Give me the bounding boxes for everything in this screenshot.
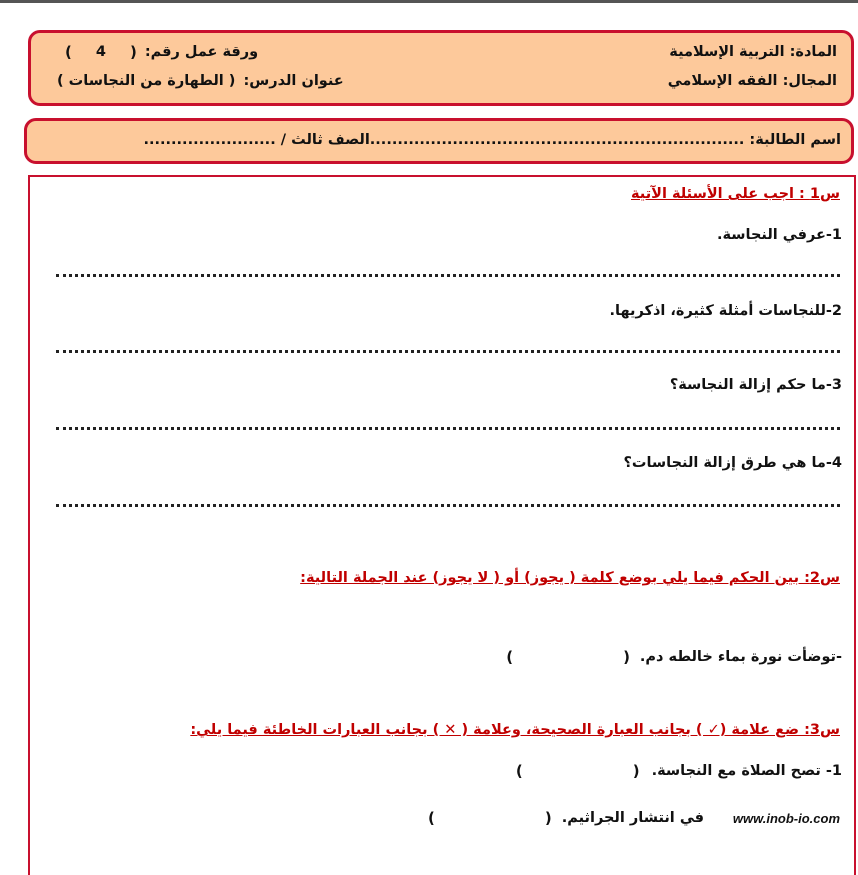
- q1-item: 3-ما حكم إزالة النجاسة؟: [669, 377, 842, 393]
- student-box: [24, 118, 854, 164]
- answer-paren[interactable]: (: [632, 762, 640, 780]
- answer-paren[interactable]: (: [544, 809, 552, 827]
- answer-line[interactable]: [56, 274, 840, 277]
- header-box: [28, 30, 854, 106]
- worksheet-number: 4: [95, 44, 106, 60]
- q1-item: 4-ما هي طرق إزالة النجاسات؟: [623, 455, 842, 471]
- paren-close: ): [65, 43, 72, 61]
- q1-item: 1-عرفي النجاسة.: [716, 227, 842, 243]
- paren-open: (: [129, 43, 137, 61]
- q3-title: س3: ضع علامة (✓ ) بجانب العبارة الصحيحة، وعلامة ( ✕ ) بجانب العبارات الخاطئة فيما يلي:: [190, 722, 840, 738]
- q3-item: 1- تصح الصلاة مع النجاسة.: [651, 763, 842, 779]
- top-bar: [0, 0, 858, 3]
- answer-paren[interactable]: ): [515, 762, 523, 780]
- questions-box: [28, 175, 856, 875]
- header-row-1: [45, 43, 837, 61]
- answer-line[interactable]: [56, 350, 840, 353]
- answer-line[interactable]: [56, 427, 840, 430]
- answer-paren[interactable]: (: [623, 648, 630, 666]
- q2-statement: -توضأت نورة بماء خالطه دم.: [639, 649, 842, 665]
- subject: المادة: التربية الإسلامية: [669, 44, 837, 60]
- q2-title: س2: بين الحكم فيما يلي بوضع كلمة ( يجوز) أو ( لا يجوز) عند الجملة التالية:: [300, 570, 840, 586]
- lesson-label: عنوان الدرس:: [243, 73, 344, 89]
- answer-paren[interactable]: ): [506, 648, 514, 666]
- lesson-group: [57, 73, 344, 89]
- worksheet-label: ورقة عمل رقم:: [144, 44, 259, 60]
- q2-line: [506, 648, 842, 666]
- student-name-field[interactable]: اسم الطالبة: ....................................................................الصف ثالث / ........................: [143, 132, 841, 148]
- q1-title: س1 : اجب على الأسئلة الآتية: [631, 186, 840, 202]
- q1-item: 2-للنجاسات أمثلة كثيرة، اذكريها.: [609, 303, 842, 319]
- answer-line[interactable]: [56, 504, 840, 507]
- header-row-2: [45, 73, 837, 89]
- q3-line: [428, 809, 704, 827]
- lesson-title: ( الطهارة من النجاسات ): [57, 73, 236, 89]
- worksheet-group: [65, 43, 258, 61]
- answer-paren[interactable]: ): [428, 809, 435, 827]
- q3-item: في انتشار الجراثيم.: [561, 810, 704, 826]
- field: المجال: الفقه الإسلامي: [667, 73, 837, 89]
- q3-line: [516, 762, 842, 780]
- watermark: www.inob-io.com: [732, 811, 840, 826]
